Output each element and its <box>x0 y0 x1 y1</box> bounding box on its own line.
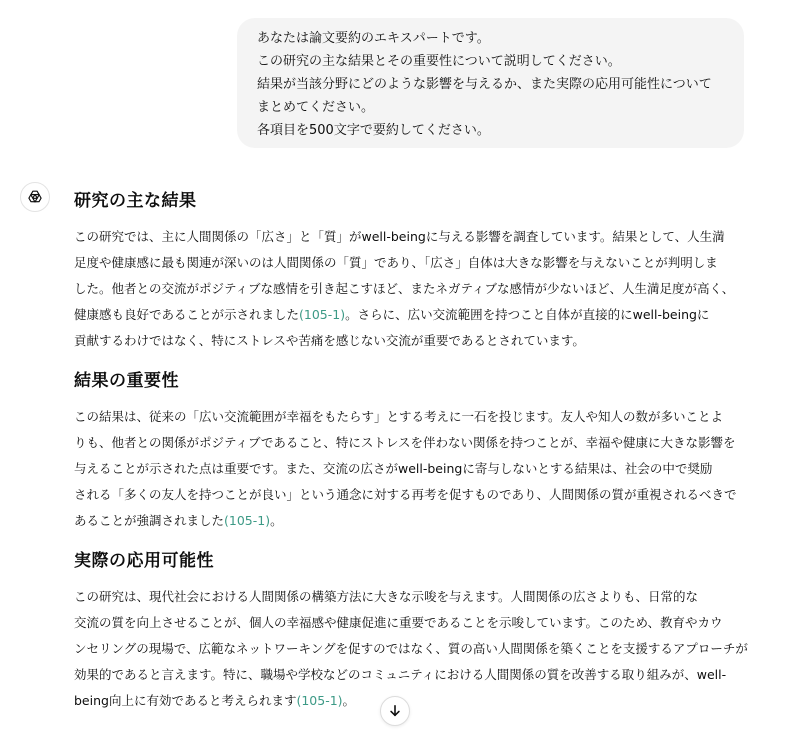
openai-logo-icon <box>25 187 45 207</box>
paragraph-line: 与えることが示された点は重要です。また、交流の広さがwell-beingに寄与しないとする結果は、社会の中で奨励 <box>74 461 713 476</box>
user-message-line: この研究の主な結果とその重要性について説明してください。 <box>257 54 621 69</box>
paragraph-line: この研究は、現代社会における人間関係の構築方法に大きな示唆を与えます。人間関係の広さよりも、日常的な <box>74 589 699 604</box>
section-heading: 実際の応用可能性 <box>74 551 214 571</box>
section-paragraph <box>74 404 754 534</box>
arrow-down-icon <box>388 704 402 718</box>
user-message-line: 各項目を500文字で要約してください。 <box>257 123 490 138</box>
paragraph-text: 。 <box>270 513 283 528</box>
paragraph-text: being向上に有効であると考えられます <box>74 693 297 708</box>
paragraph-line <box>74 302 754 328</box>
paragraph-line <box>74 688 754 714</box>
paragraph-line <box>74 508 754 534</box>
paragraph-text: 。 <box>342 693 356 708</box>
citation-link[interactable]: (105-1) <box>224 513 271 528</box>
paragraph-line: りも、他者との関係がポジティブであること、特にストレスを伴わない関係を持つことが、幸福や健康に大きな影響を <box>74 435 736 450</box>
section-applications <box>74 546 754 714</box>
assistant-avatar <box>20 182 50 212</box>
paragraph-text: あることが強調されました <box>74 513 225 528</box>
paragraph-line: 交流の質を向上させることが、個人の幸福感や健康促進に重要であることを示唆しています。このため、教育やカウ <box>74 615 723 630</box>
scroll-to-bottom-button[interactable] <box>380 696 410 726</box>
user-message-line: まとめてください。 <box>257 100 375 115</box>
citation-link[interactable]: (105-1) <box>296 693 343 708</box>
citation-link[interactable]: (105-1) <box>299 307 346 322</box>
paragraph-line: この研究では、主に人間関係の「広さ」と「質」がwell-beingに与える影響を調査しています。結果として、人生満 <box>74 229 725 244</box>
paragraph-line: この結果は、従来の「広い交流範囲が幸福をもたらす」とする考えに一石を投じます。友人や知人の数が多いことよ <box>74 409 724 424</box>
section-paragraph <box>74 584 754 714</box>
section-heading: 結果の重要性 <box>74 371 179 391</box>
paragraph-line: 貢献するわけではなく、特にストレスや苦痛を感じない交流が重要であるとされています。 <box>74 333 585 348</box>
paragraph-line: される「多くの友人を持つことが良い」という通念に対する再考を促すものであり、人間関係の質が重視されるべきで <box>74 487 737 502</box>
user-message-line: 結果が当該分野にどのような影響を与えるか、また実際の応用可能性について <box>257 77 712 92</box>
section-main-results <box>74 186 754 354</box>
paragraph-line: した。他者との交流がポジティブな感情を引き起こすほど、またネガティブな感情が少ないほど、人生満足度が高く、 <box>74 281 735 296</box>
assistant-response <box>74 186 754 726</box>
paragraph-line: ンセリングの現場で、広範なネットワーキングを促すのではなく、質の高い人間関係を築くことを支援するアプローチが <box>74 641 748 656</box>
paragraph-line: 足度や健康感に最も関連が深いのは人間関係の「質」であり、「広さ」自体は大きな影響を与えないことが判明しま <box>74 255 718 270</box>
section-importance <box>74 366 754 534</box>
paragraph-line: 効果的であると言えます。特に、職場や学校などのコミュニティにおける人間関係の質を改善する取り組みが、well- <box>74 667 727 682</box>
section-heading: 研究の主な結果 <box>74 191 197 211</box>
paragraph-text: 。さらに、広い交流範囲を持つこと自体が直接的にwell-beingに <box>345 307 710 322</box>
paragraph-text: 健康感も良好であることが示されました <box>74 307 300 322</box>
user-message-line: あなたは論文要約のエキスパートです。 <box>257 31 490 46</box>
user-message-bubble <box>237 18 744 148</box>
section-paragraph <box>74 224 754 354</box>
